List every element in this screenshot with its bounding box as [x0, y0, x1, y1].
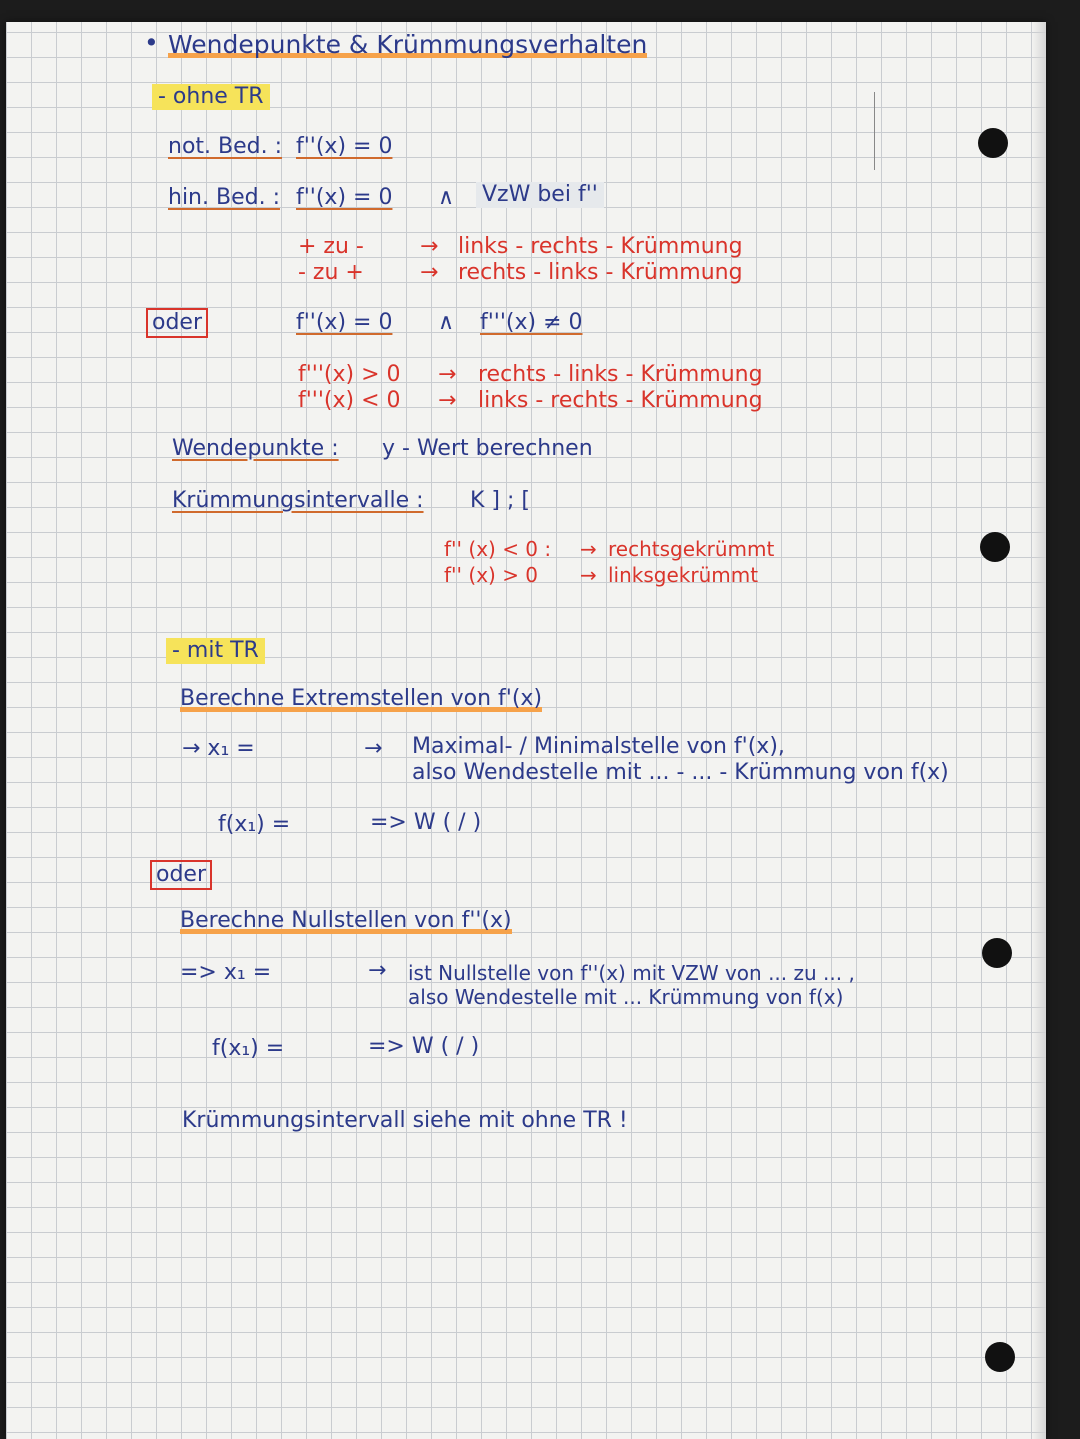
- mit-fx1: f(x₁) =: [218, 812, 291, 837]
- vzw-rule-1-left: + zu -: [298, 234, 364, 259]
- mit-w-point: => W ( / ): [370, 810, 482, 835]
- binder-hole-2: [980, 532, 1010, 562]
- wendepunkte-text: y - Wert berechnen: [382, 436, 593, 461]
- page-edge: [1032, 22, 1046, 1439]
- oder-label-1: oder: [146, 308, 208, 338]
- wendepunkte-label: Wendepunkte :: [172, 436, 339, 461]
- third-rule-1-text: rechts - links - Krümmung: [478, 362, 763, 387]
- null-desc-1: ist Nullstelle von f''(x) mit VZW von ... zu ... ,: [408, 961, 855, 985]
- binder-hole-4: [985, 1342, 1015, 1372]
- alt-cond-right: f'''(x) ≠ 0: [480, 310, 583, 335]
- binder-hole-1: [978, 128, 1008, 158]
- section-ohne-tr: - ohne TR: [152, 84, 270, 110]
- mit-x1: → x₁ =: [182, 736, 255, 761]
- mit-desc-1: Maximal- / Minimalstelle von f'(x),: [412, 734, 785, 759]
- notebook-page: [6, 22, 1046, 1439]
- null-x1: => x₁ =: [180, 960, 272, 985]
- alt-cond-left: f''(x) = 0: [296, 310, 393, 335]
- curv-rule-2-text: linksgekrümmt: [608, 563, 759, 587]
- third-rule-2-left: f'''(x) < 0: [298, 388, 401, 413]
- null-w-point: => W ( / ): [368, 1034, 480, 1059]
- not-bed-label: not. Bed. :: [168, 134, 283, 159]
- curv-rule-1-left: f'' (x) < 0 :: [444, 537, 552, 561]
- hin-bed-and: ∧: [438, 185, 455, 210]
- hin-bed-formula: f''(x) = 0: [296, 185, 393, 210]
- null-arrow: →: [368, 958, 387, 983]
- third-rule-2-arrow: →: [438, 388, 457, 413]
- null-fx1: f(x₁) =: [212, 1036, 285, 1061]
- third-rule-2-text: links - rechts - Krümmung: [478, 388, 763, 413]
- kruemmungsintervalle-label: Krümmungsintervalle :: [172, 488, 424, 513]
- curv-rule-2-arrow: →: [580, 563, 597, 587]
- bullet: •: [144, 28, 159, 57]
- vzw-rule-2-left: - zu +: [298, 260, 364, 285]
- section-mit-tr: - mit TR: [166, 638, 265, 664]
- alt-cond-and: ∧: [438, 310, 455, 335]
- vzw-rule-1-arrow: →: [420, 234, 439, 259]
- vzw-rule-1-text: links - rechts - Krümmung: [458, 234, 743, 259]
- hin-bed-label: hin. Bed. :: [168, 185, 280, 210]
- curv-rule-1-arrow: →: [580, 537, 597, 561]
- curv-rule-1-text: rechtsgekrümmt: [608, 537, 775, 561]
- mit-desc-2: also Wendestelle mit ... - ... - Krümmung von f(x): [412, 760, 949, 785]
- oder-label-2: oder: [150, 860, 212, 890]
- vzw-rule-2-arrow: →: [420, 260, 439, 285]
- bracket-line: [874, 92, 875, 170]
- binder-hole-3: [982, 938, 1012, 968]
- hin-bed-vzw: VzW bei f'': [476, 182, 604, 208]
- null-desc-2: also Wendestelle mit ... Krümmung von f(x): [408, 985, 844, 1009]
- third-rule-1-left: f'''(x) > 0: [298, 362, 401, 387]
- mit-nullstellen: Berechne Nullstellen von f''(x): [180, 908, 512, 933]
- vzw-rule-2-text: rechts - links - Krümmung: [458, 260, 743, 285]
- curv-rule-2-left: f'' (x) > 0: [444, 563, 539, 587]
- third-rule-1-arrow: →: [438, 362, 457, 387]
- not-bed-formula: f''(x) = 0: [296, 134, 393, 159]
- page-title: Wendepunkte & Krümmungsverhalten: [168, 30, 648, 59]
- mit-extremstellen: Berechne Extremstellen von f'(x): [180, 686, 543, 711]
- kruemmungsintervalle-text: K ] ; [: [470, 488, 530, 513]
- footer-note: Krümmungsintervall siehe mit ohne TR !: [182, 1108, 628, 1133]
- mit-arrow: →: [364, 736, 383, 761]
